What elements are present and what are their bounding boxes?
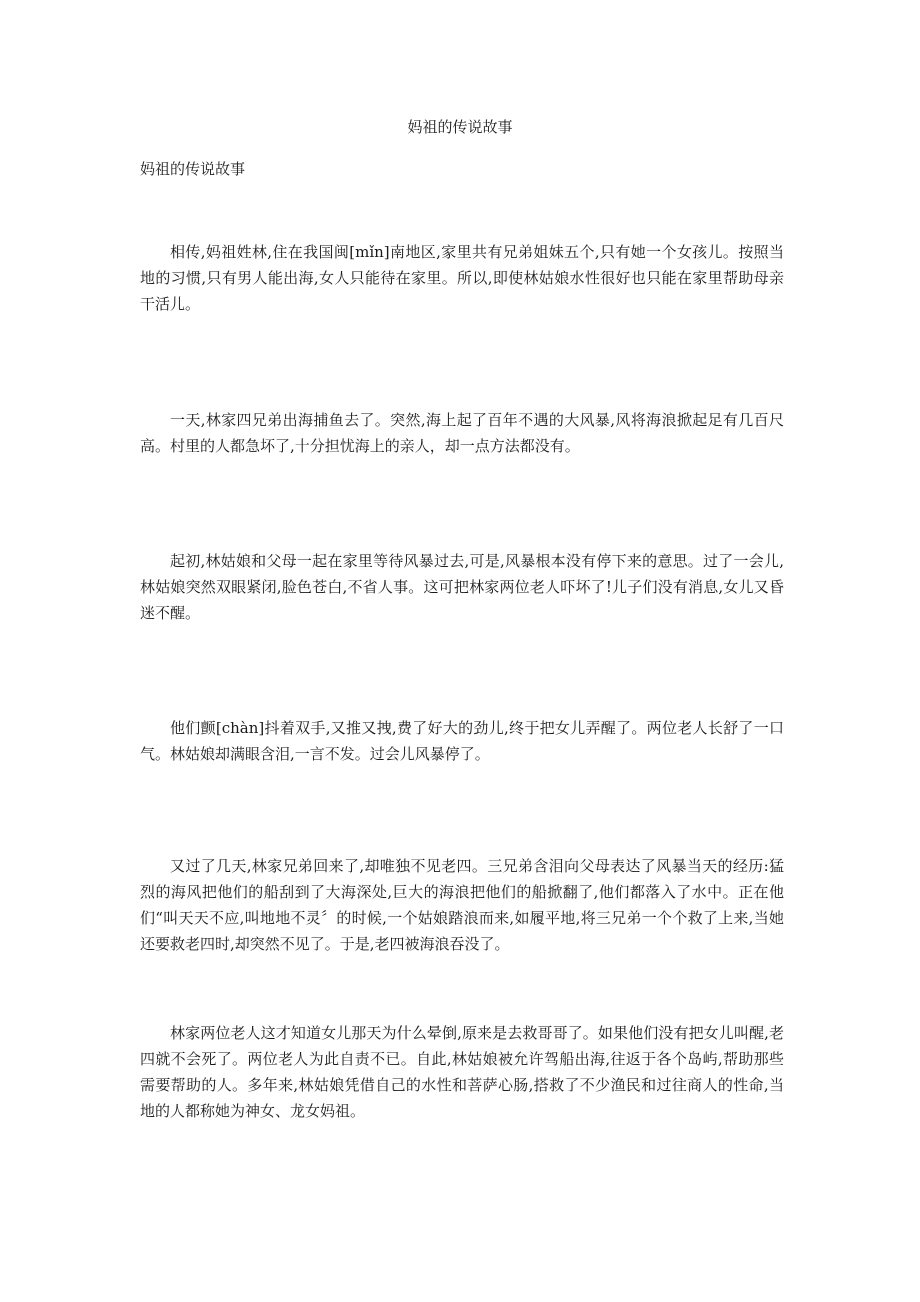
paragraph-2: 一天,林家四兄弟出海捕鱼去了。突然,海上起了百年不遇的大风暴,风将海浪掀起足有几百尺高。村里的人都急坏了,十分担忧海上的亲人，却一点方法都没有。	[140, 411, 784, 455]
document-title: 妈祖的传说故事	[407, 118, 513, 136]
paragraph-6: 林家两位老人这才知道女儿那天为什么晕倒,原来是去救哥哥了。如果他们没有把女儿叫醒,老四就不会死了。两位老人为此自责不已。自此,林姑娘被允许驾船出海,往返于各个岛屿,帮助那些需要帮助的人。多年来,林姑娘凭借自己的水性和菩萨心肠,搭救了不少渔民和过往商人的性命,当地的人都称她为神女、龙女妈祖。	[140, 1024, 784, 1120]
paragraph-1: 相传,妈祖姓林,住在我国闽[mǐn]南地区,家里共有兄弟姐妹五个,只有她一个女孩儿。按照当地的习惯,只有男人能出海,女人只能待在家里。所以,即使林姑娘水性很好也只能在家里帮助母亲干活儿。	[140, 243, 784, 313]
document-subtitle: 妈祖的传说故事	[140, 160, 246, 178]
paragraph-3: 起初,林姑娘和父母一起在家里等待风暴过去,可是,风暴根本没有停下来的意思。过了一会儿,林姑娘突然双眼紧闭,脸色苍白,不省人事。这可把林家两位老人吓坏了!儿子们没有消息,女儿又昏迷不醒。	[140, 552, 784, 622]
paragraph-4: 他们颤[chàn]抖着双手,又推又拽,费了好大的劲儿,终于把女儿弄醒了。两位老人长舒了一口气。林姑娘却满眼含泪,一言不发。过会儿风暴停了。	[140, 719, 784, 763]
paragraph-5: 又过了几天,林家兄弟回来了,却唯独不见老四。三兄弟含泪向父母表达了风暴当天的经历:猛烈的海风把他们的船刮到了大海深处,巨大的海浪把他们的船掀翻了,他们都落入了水中。正在他们“叫天天不应,叫地地不灵〞的时候,一个姑娘踏浪而来,如履平地,将三兄弟一个个救了上来,当她还要救老四时,却突然不见了。于是,老四被海浪吞没了。	[140, 857, 784, 953]
